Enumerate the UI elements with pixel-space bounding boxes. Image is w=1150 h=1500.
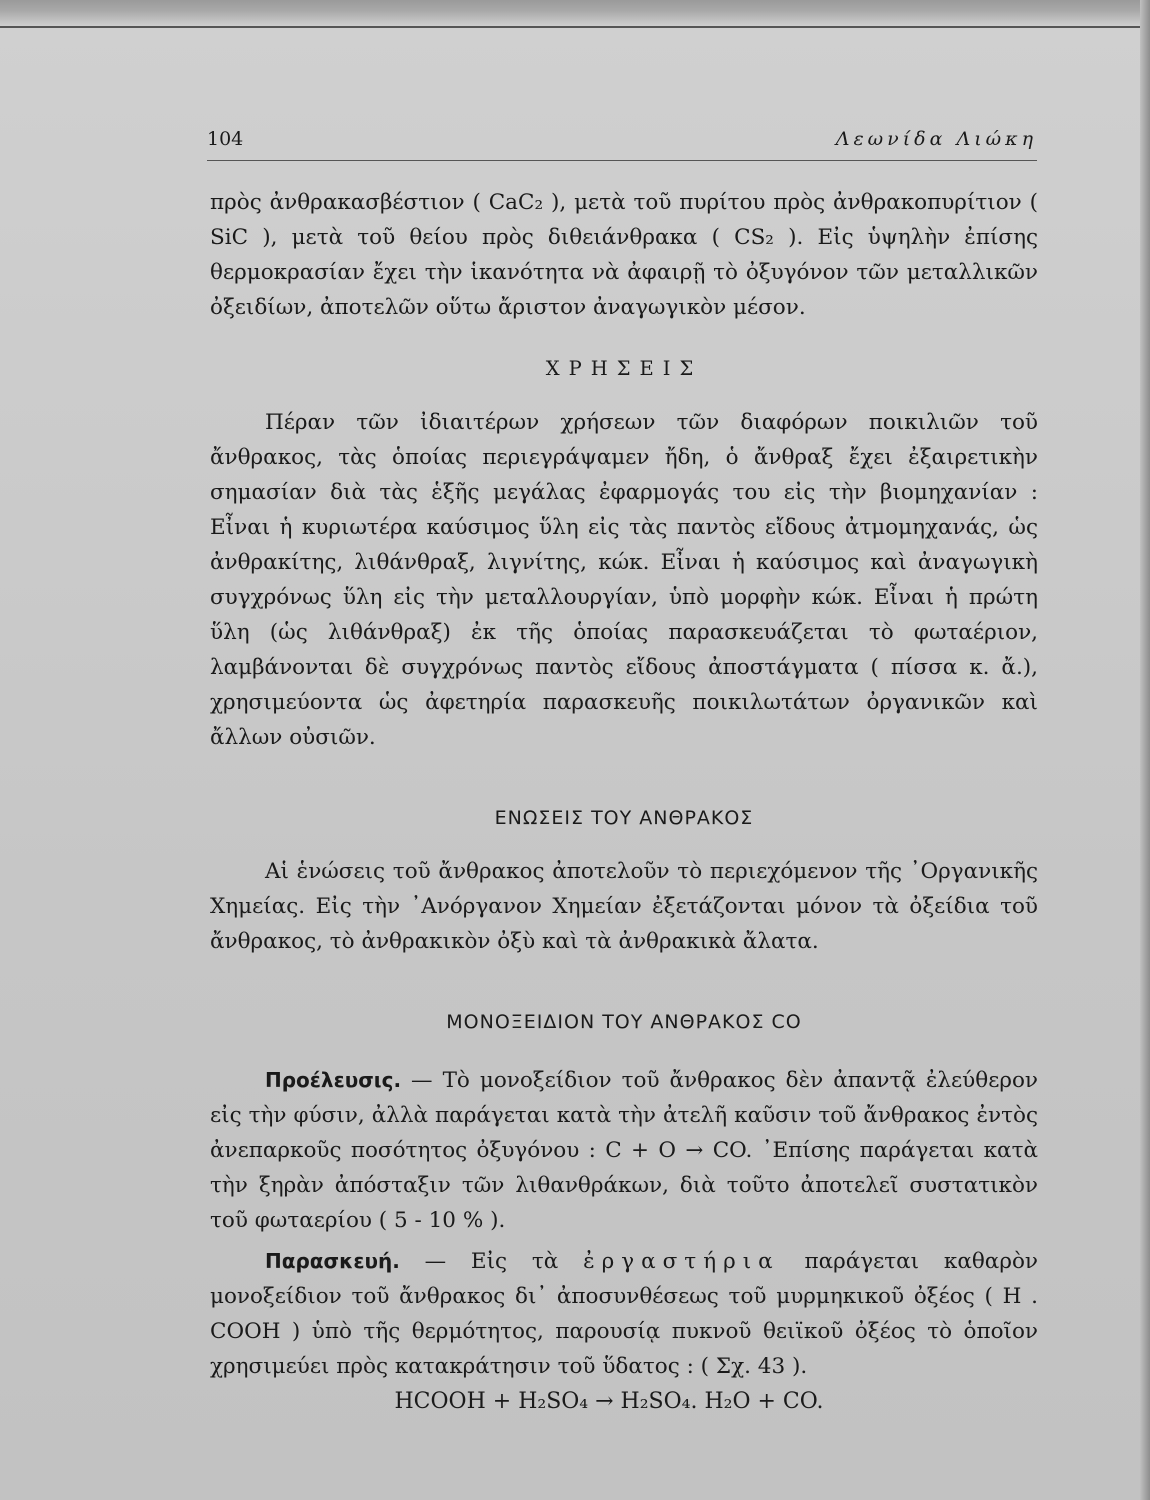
- page-header: [207, 128, 1037, 161]
- running-head: Λεωνίδα Λιώκη: [835, 128, 1037, 150]
- preparation-paragraph: [210, 1244, 1038, 1384]
- page-number: 104: [207, 128, 244, 150]
- origin-text: — Τὸ μονοξείδιον τοῦ ἄνθρακος δὲν ἀπαντᾷ ἐλεύθερον εἰς τὴν φύσιν, ἀλλὰ παράγεται κατὰ τὴν ἀτελῆ καῦσιν τοῦ ἄνθρακος ἐντὸς ἀνεπαρκοῦς ποσότητος ὀξυγόνου : C + O → CO. ᾿Επίσης παράγεται κατὰ τὴν ξηρὰν ἀπόσταξιν τῶν λιθανθράκων, διὰ τοῦτο ἀποτελεῖ συστατικὸν τοῦ φωταερίου ( 5 - 10 % ).: [210, 1068, 1038, 1233]
- compounds-paragraph: Αἱ ἑνώσεις τοῦ ἄνθρακος ἀποτελοῦν τὸ περιεχόμενον τῆς ᾿Οργανικῆς Χημείας. Εἰς τὴν ᾿Ανόργανον Χημείαν ἐξετάζονται μόνον τὰ ὀξείδια τοῦ ἄνθρακος, τὸ ἀνθρακικὸν ὀξὺ καὶ τὰ ἀνθρακικὰ ἄλατα.: [210, 859, 1038, 954]
- page-top-edge: [0, 0, 1150, 28]
- origin-paragraph: [210, 1063, 1038, 1238]
- page-right-edge: [1140, 0, 1150, 1500]
- uses-paragraph: Πέραν τῶν ἰδιαιτέρων χρήσεων τῶν διαφόρων ποικιλιῶν τοῦ ἄνθρακος, τὰς ὁποίας περιεγράψαμεν ἤδη, ὁ ἄνθραξ ἔχει ἐξαιρετικὴν σημασίαν διὰ τὰς ἑξῆς μεγάλας ἐφαρμογάς του εἰς τὴν βιομηχανίαν : Εἶναι ἡ κυριωτέρα καύσιμος ὕλη εἰς τὰς παντὸς εἴδους ἀτμομηχανάς, ὡς ἀνθρακίτης, λιθάνθραξ, λιγνίτης, κώκ. Εἶναι ἡ καύσιμος καὶ ἀναγωγικὴ συγχρόνως ὕλη εἰς τὴν μεταλλουργίαν, ὑπὸ μορφὴν κώκ. Εἶναι ἡ πρώτη ὕλη (ὡς λιθάνθραξ) ἐκ τῆς ὁποίας παρασκευάζεται τὸ φωταέριον, λαμβάνονται δὲ συγχρόνως παντὸς εἴδους ἀποστάγματα ( πίσσα κ. ἄ.), χρησιμεύοντα ὡς ἀφετηρία παρασκευῆς ποικιλωτάτων ὀργανικῶν καὶ ἄλλων οὐσιῶν.: [210, 410, 1038, 750]
- heading-compounds: ΕΝΩΣΕΙΣ ΤΟΥ ΑΝΘΡΑΚΟΣ: [494, 807, 754, 829]
- preparation-text-1: — Εἰς τὰ: [399, 1249, 584, 1274]
- preparation-text-2: παράγεται καθαρὸν μονοξείδιον τοῦ ἄνθρακος δι᾿ ἀποσυνθέσεως τοῦ μυρμηκικοῦ ὀξέος ( H . COOH ) ὑπὸ τῆς θερμότητος, παρουσίᾳ πυκνοῦ θειϊκοῦ ὀξέος τὸ ὁποῖον χρησιμεύει πρὸς κατακράτησιν τοῦ ὕδατος : ( Σχ. 43 ).: [210, 1249, 1038, 1379]
- page-body: [210, 185, 1038, 1419]
- preparation-label: Παρασκευή.: [265, 1249, 400, 1273]
- heading-monoxide: ΜΟΝΟΞΕΙΔΙΟΝ ΤΟΥ ΑΝΘΡΑΚΟΣ CO: [446, 1011, 802, 1033]
- origin-label: Προέλευσις.: [265, 1068, 402, 1092]
- chemical-equation: HCOOH + H₂SO₄ → H₂SO₄. H₂O + CO.: [394, 1389, 824, 1414]
- preparation-spaced-word: ἐργαστήρια: [583, 1249, 780, 1274]
- intro-paragraph: πρὸς ἀνθρακασβέστιον ( CaC₂ ), μετὰ τοῦ πυρίτου πρὸς ἀνθρακοπυρίτιον ( SiC ), μετὰ τοῦ θείου πρὸς διθειάνθρακα ( CS₂ ). Εἰς ὑψηλὴν ἐπίσης θερμοκρασίαν ἔχει τὴν ἱκανότητα νὰ ἀφαιρῇ τὸ ὀξυγόνον τῶν μεταλλικῶν ὀξειδίων, ἀποτελῶν οὕτω ἄριστον ἀναγωγικὸν μέσον.: [210, 190, 1038, 320]
- heading-uses: ΧΡΗΣΕΙΣ: [545, 357, 703, 380]
